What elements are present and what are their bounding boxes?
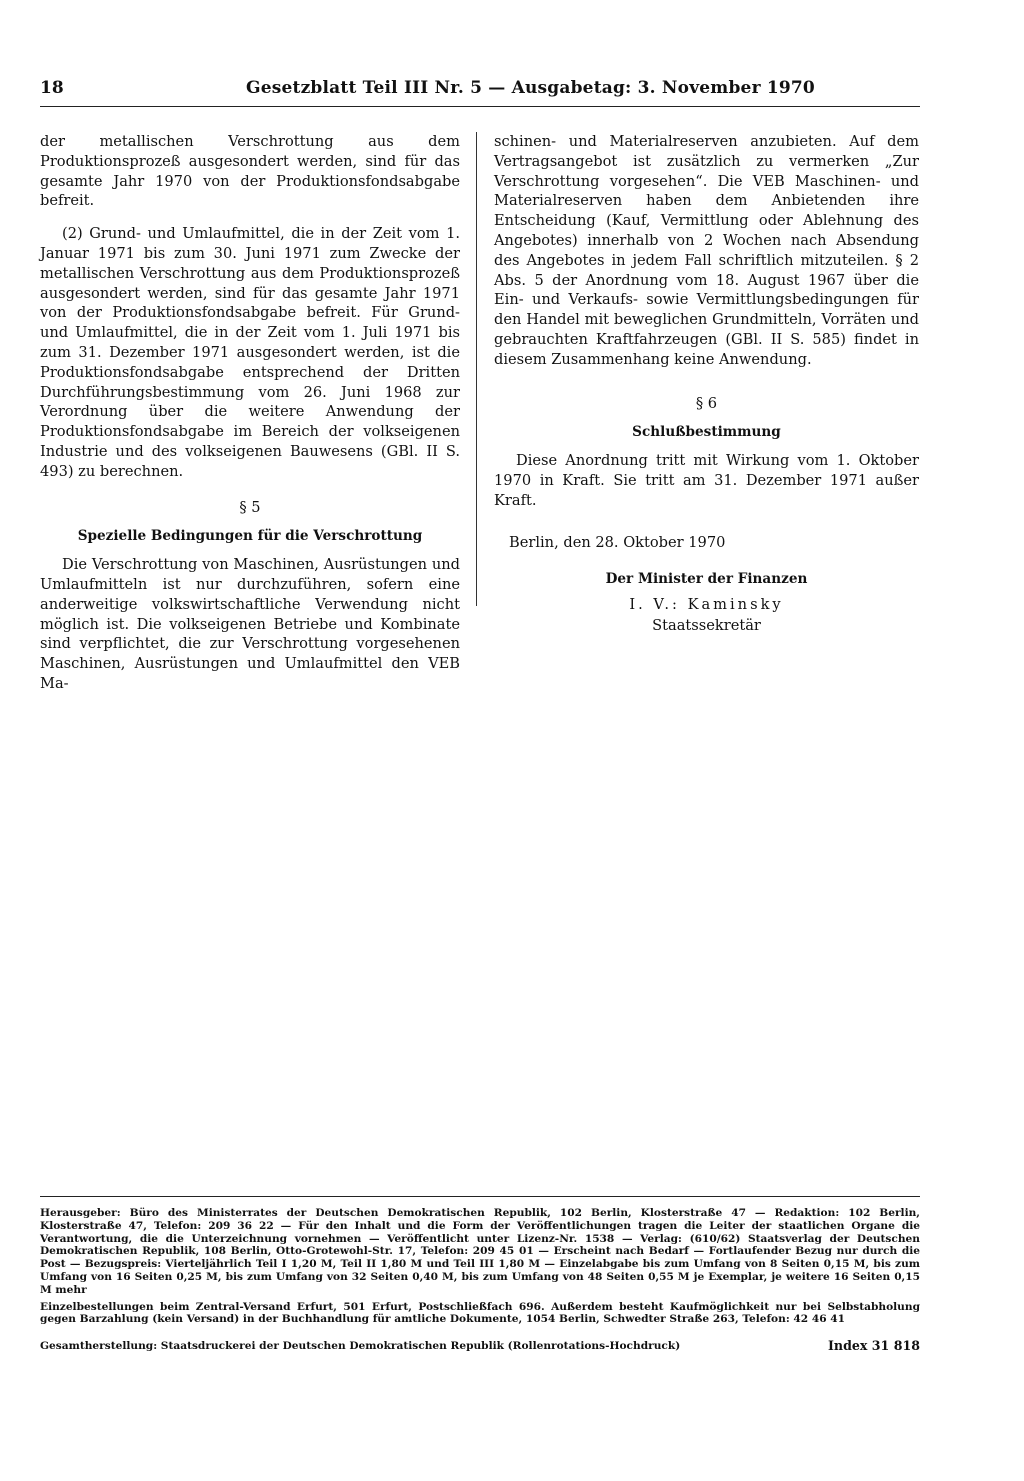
left-column: [40, 132, 460, 694]
imprint-orders: Einzelbestellungen beim Zentral-Versand Erfurt, 501 Erfurt, Postschließfach 696. Außerdem besteht Kaufmöglichkeit nur bei Selbstabholung gegen Barzahlung (kein Versand) in der Buchhandlung für amtliche Dokumente, 1054 Berlin, Schwedter Straße 263, Telefon: 42 46 41: [40, 1300, 920, 1326]
page-number: 18: [40, 78, 64, 98]
paragraph-section5: Die Verschrottung von Maschinen, Ausrüstungen und Umlaufmitteln ist nur durchzuführen, sofern eine anderweitige volkswirtschaftliche Verwendung nicht möglich ist. Die volkseigenen Betriebe und Kombinate sind verpflichtet, die zur Verschrottung vorgesehenen Maschinen, Ausrüstungen und Umlaufmittel den VEB Ma-: [40, 556, 460, 692]
page-header: [40, 78, 920, 112]
column-divider: [476, 132, 477, 606]
header-rule: [40, 106, 920, 107]
paragraph-section4-2: (2) Grund- und Umlaufmittel, die in der Zeit vom 1. Januar 1971 bis zum 30. Juni 1971 zum Zwecke der metallischen Verschrottung aus dem Produktionsprozeß ausgesondert werden, sind für das gesamte Jahr 1971 von der Produktionsfondsabgabe befreit. Für Grund- und Umlaufmittel, die in der Zeit vom 1. Juli 1971 bis zum 31. Dezember 1971 ausgesondert werden, ist die Produktionsfondsabgabe entsprechend der Dritten Durchführungsbestimmung vom 26. Juni 1968 zur Verordnung über die weitere Anwendung der Produktionsfondsabgabe im Bereich der volkseigenen Industrie und des volkseigenen Bauwesens (GBl. II S. 493) zu berechnen.: [40, 225, 460, 480]
section-5-title: Spezielle Bedingungen für die Verschrottung: [77, 528, 423, 545]
imprint: [40, 1196, 920, 1353]
section-6-number: § 6: [695, 394, 718, 412]
imprint-index: Index 31 818: [828, 1338, 920, 1354]
paragraph-section6: Diese Anordnung tritt mit Wirkung vom 1. Oktober 1970 in Kraft. Sie tritt am 31. Dezember 1971 außer Kraft.: [494, 452, 919, 509]
section-6-title: Schlußbestimmung: [632, 424, 781, 441]
section-5-number: § 5: [239, 498, 261, 516]
imprint-publisher: Herausgeber: Büro des Ministerrates der Deutschen Demokratischen Republik, 102 Berlin, Klosterstraße 47 — Redaktion: 102 Berlin, Klosterstraße 47, Telefon: 209 36 22 — Für den Inhalt und die Form der Veröffentlichungen tragen die Leiter der staatlichen Organe die Verantwortung, die die Unterzeichnung vornehmen — Veröffentlicht unter Lizenz-Nr. 1538 — Verlag: (610/62) Staatsverlag der Deutschen Demokratischen Republik, 108 Berlin, Otto-Grotewohl-Str. 17, Telefon: 209 45 01 — Erscheint nach Bedarf — Fortlaufender Bezug nur durch die Post — Bezugspreis: Vierteljährlich Teil I 1,20 M, Teil II 1,80 M und Teil III 1,80 M — Einzelabgabe bis zum Umfang von 8 Seiten 0,15 M, bis zum Umfang von 16 Seiten 0,25 M, bis zum Umfang von 32 Seiten 0,40 M, bis zum Umfang von 48 Seiten 0,55 M je Exemplar, je weitere 16 Seiten 0,15 M mehr: [40, 1207, 920, 1296]
paragraph-section5-continued: schinen- und Materialreserven anzubieten. Auf dem Vertragsangebot ist zusätzlich zu vermerken „Zur Verschrottung vorgesehen“. Die VEB Maschinen- und Materialreserven haben dem Anbietenden ihre Entscheidung (Kauf, Vermittlung oder Ablehnung des Angebotes) innerhalb von 2 Wochen nach Absendung des Angebotes in jedem Fall schriftlich mitzuteilen. § 2 Abs. 5 der Anordnung vom 18. August 1967 über die Ein- und Verkaufs- sowie Vermittlungsbedingungen für den Handel mit beweglichen Grundmitteln, Vorräten und gebrauchten Kraftfahrzeugen (GBl. II S. 585) findet in diesem Zusammenhang keine Anwendung.: [494, 133, 919, 368]
right-column: [494, 132, 919, 636]
imprint-printer: Gesamtherstellung: Staatsdruckerei der Deutschen Demokratischen Republik (Rollenrotations-Hochdruck): [40, 1340, 681, 1353]
imprint-footer-line: [40, 1340, 920, 1353]
place-date: Berlin, den 28. Oktober 1970: [509, 533, 726, 551]
signatory-name: I. V.: Kaminsky: [629, 596, 784, 614]
paragraph-continued: der metallischen Verschrottung aus dem Produktionsprozeß ausgesondert werden, sind für das gesamte Jahr 1970 von der Produktionsfondsabgabe befreit.: [40, 133, 460, 210]
gazette-title: Gesetzblatt Teil III Nr. 5 — Ausgabetag: 3. November 1970: [246, 78, 815, 98]
minister-title: Der Minister der Finanzen: [605, 571, 808, 588]
signatory-role: Staatssekretär: [652, 616, 761, 634]
